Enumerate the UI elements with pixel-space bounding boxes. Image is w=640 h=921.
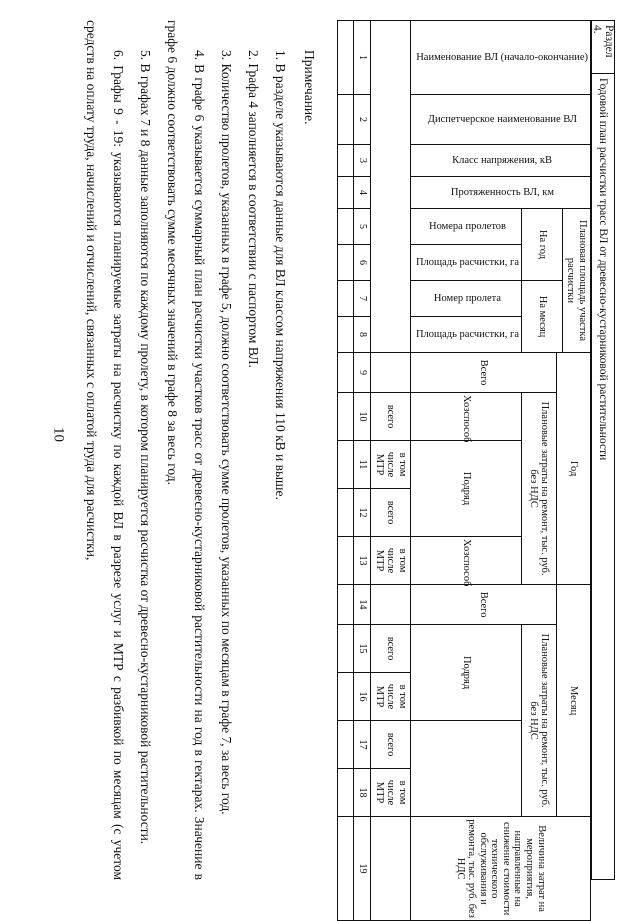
column-number: 10 bbox=[354, 393, 371, 441]
notes-title: Примечание. bbox=[302, 50, 318, 125]
column-number: 17 bbox=[354, 721, 371, 769]
column-number: 9 bbox=[354, 353, 371, 393]
page-number: 10 bbox=[50, 427, 67, 442]
column-number: 12 bbox=[354, 489, 371, 537]
column-number: 2 bbox=[354, 95, 371, 145]
column-number: 16 bbox=[354, 673, 371, 721]
year-podryad-total: всего bbox=[371, 489, 411, 537]
column-number: 5 bbox=[354, 209, 371, 245]
col-dispatch-name-header: Диспетчерское наименование ВЛ bbox=[410, 95, 590, 145]
year-hoz-total: всего bbox=[371, 393, 411, 441]
month-hoz-total: всего bbox=[371, 625, 411, 673]
plan-area-header: Плановая площадь участка расчистки bbox=[562, 209, 590, 353]
span-numbers-header: Номера пролетов bbox=[410, 209, 522, 245]
note-item: 1. В разделе указываются данные для ВЛ классом напряжения 110 кВ и выше. bbox=[273, 50, 289, 500]
month-hoz-header: Хозспособ bbox=[410, 537, 522, 585]
month-podryad-total: всего bbox=[371, 721, 411, 769]
plan-year-header: На год bbox=[522, 209, 563, 281]
notes-section bbox=[78, 20, 323, 880]
month-podryad-header: Подряд bbox=[410, 625, 522, 721]
month-costs-header: Плановые затраты на ремонт, тыс. руб. без НДС bbox=[522, 625, 556, 817]
plan-table-lower bbox=[370, 20, 411, 921]
column-number: 7 bbox=[354, 281, 371, 317]
month-hoz-mtr: в том числе МТР bbox=[371, 673, 411, 721]
year-header: Год bbox=[556, 353, 590, 585]
year-costs-header: Плановые затраты на ремонт, тыс. руб. без НДС bbox=[522, 393, 556, 585]
month-podryad-mtr: в том числе МТР bbox=[371, 769, 411, 817]
column-number: 3 bbox=[354, 145, 371, 177]
empty-data-row bbox=[338, 21, 354, 921]
plan-table bbox=[410, 20, 591, 921]
col-voltage-header: Класс напряжения, кВ bbox=[410, 145, 590, 177]
note-item: 5. В графах 7 и 8 данные заполняются по каждому пролету, в котором планируется расчистка от древесно-кустарниковой растительности. bbox=[138, 50, 154, 845]
note-item: 6. Графы 9 - 19: указываются планируемые затраты на расчистку по каждой ВЛ в разрезе услуг и МТР с разбивкой по месяцам (с учетом средств на оплату труда, начислений и отчислений, связанных с оплатой труда для расчистки, bbox=[84, 20, 127, 880]
column-number: 8 bbox=[354, 317, 371, 353]
section-title: Годовой план расчистки трасс ВЛ от древесно-кустарниковой растительности bbox=[597, 78, 609, 461]
month-total-header: Всего bbox=[410, 585, 556, 625]
plan-month-header: На месяц bbox=[522, 281, 563, 353]
year-podryad-header: Подряд bbox=[410, 441, 522, 537]
section-header bbox=[591, 20, 615, 880]
rotated-page-content bbox=[80, 20, 615, 918]
plan-table-numbers bbox=[337, 20, 371, 921]
col-length-header: Протяженность ВЛ, км bbox=[410, 177, 590, 209]
column-number: 15 bbox=[354, 625, 371, 673]
month-header: Месяц bbox=[556, 585, 590, 817]
subheader-row bbox=[371, 21, 411, 921]
column-number: 1 bbox=[354, 21, 371, 95]
column-number: 4 bbox=[354, 177, 371, 209]
span-number-header: Номер пролета bbox=[410, 281, 522, 317]
year-area-header: Площадь расчистки, га bbox=[410, 245, 522, 281]
column-number: 19 bbox=[354, 817, 371, 921]
column-number: 14 bbox=[354, 585, 371, 625]
note-item: 3. Количество пролетов, указанных в графе 5, должно соответствовать сумме пролетов, указанных по месяцам в графе 7, за весь год. bbox=[219, 50, 235, 815]
column-number-row bbox=[354, 21, 371, 921]
year-hoz-header: Хозспособ bbox=[410, 393, 522, 441]
year-total-header: Всего bbox=[410, 353, 556, 393]
year-hoz-mtr: в том числе МТР bbox=[371, 441, 411, 489]
column-number: 6 bbox=[354, 245, 371, 281]
col-vl-name-header: Наименование ВЛ (начало-окончание) bbox=[410, 21, 590, 95]
column-number: 11 bbox=[354, 441, 371, 489]
month-area-header: Площадь расчистки, га bbox=[410, 317, 522, 353]
activities-header: Величина затрат на мероприятия, направленные на снижение стоимости технического обслуживания и ремонта, тыс. руб. без НДС bbox=[410, 817, 590, 921]
column-number: 13 bbox=[354, 537, 371, 585]
header-row-1 bbox=[562, 21, 590, 921]
year-podryad-mtr: в том числе МТР bbox=[371, 537, 411, 585]
section-label: Раздел 4. bbox=[592, 21, 614, 74]
note-item: 2. Графа 4 заполняется в соответствии с паспортом ВЛ. bbox=[246, 50, 262, 368]
note-item: 4. В графе 6 указывается суммарный план расчистки участков трасс от древесно-кустарниковой растительности на год в гектарах. Значение в графе 6 должно соответствовать сумме месячных значений в графе 8 за весь год. bbox=[165, 20, 208, 880]
column-number: 18 bbox=[354, 769, 371, 817]
